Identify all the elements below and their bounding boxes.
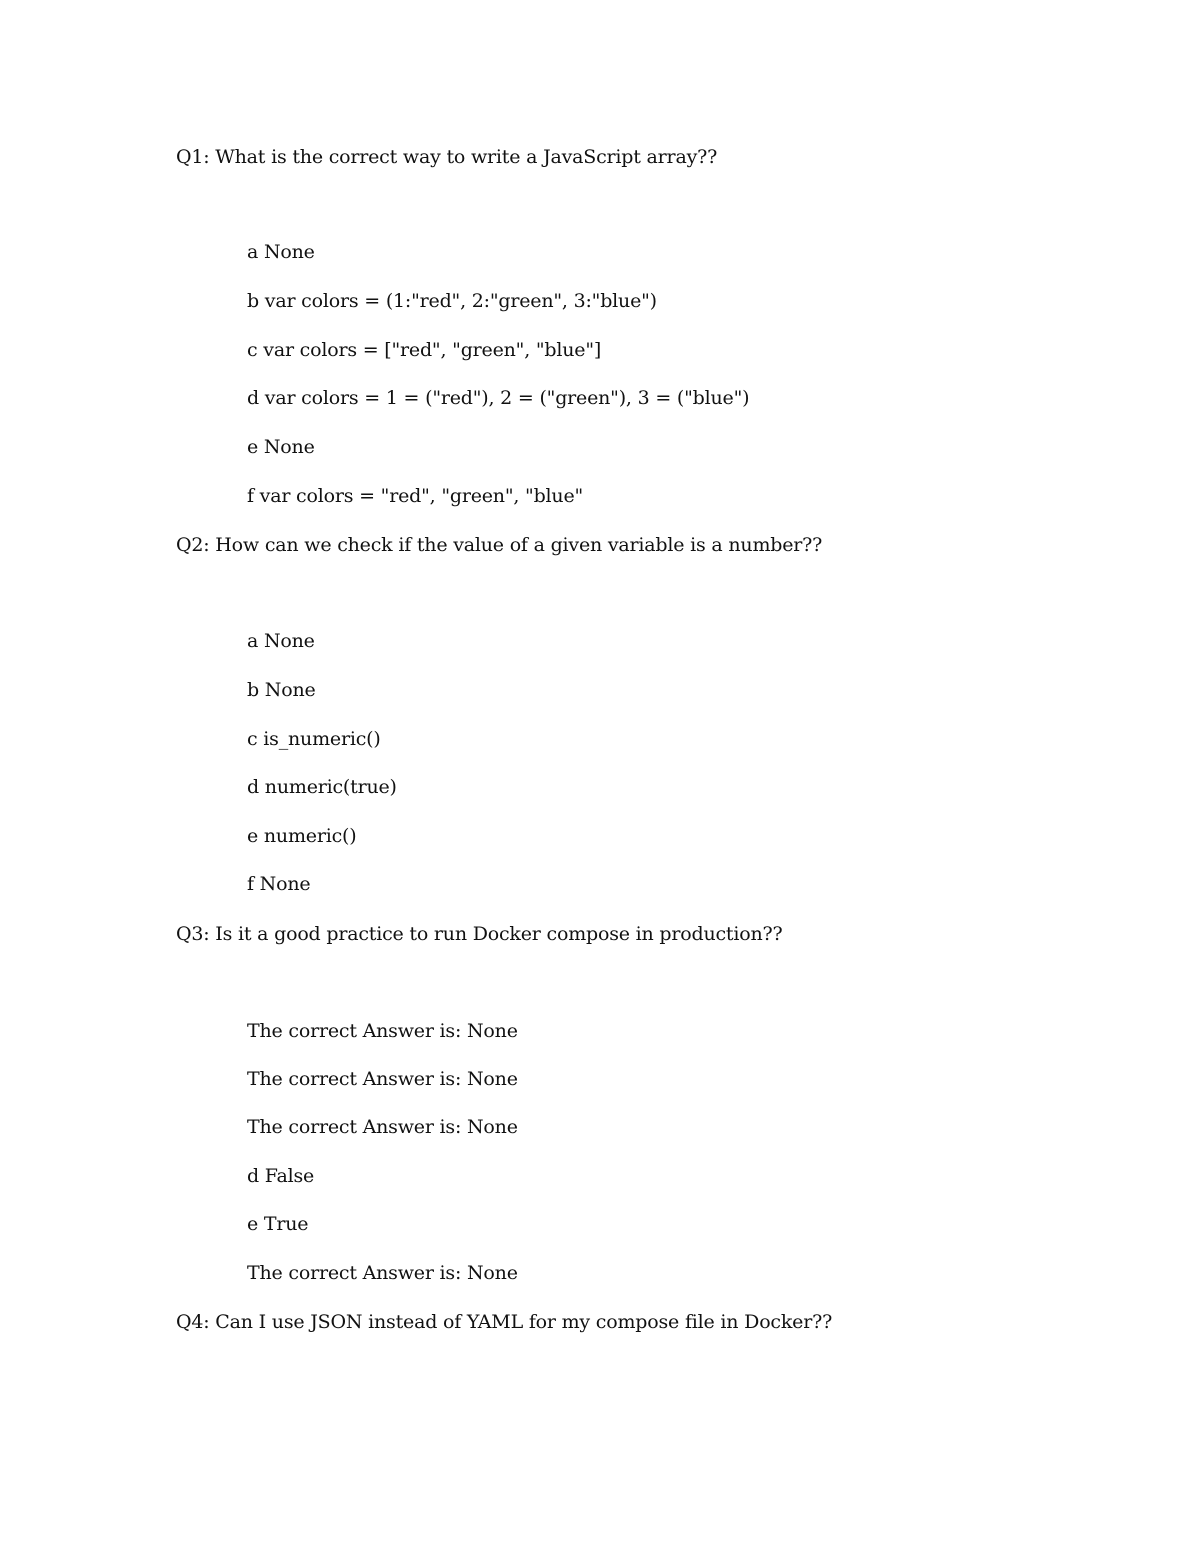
question-1: Q1: What is the correct way to write a JavaScript array?? bbox=[176, 146, 718, 168]
question-3-option-3: The correct Answer is: None bbox=[247, 1116, 518, 1138]
question-1-option-d: d var colors = 1 = ("red"), 2 = ("green"), 3 = ("blue") bbox=[247, 387, 750, 409]
question-1-option-a: a None bbox=[247, 241, 315, 263]
question-3-option-e: e True bbox=[247, 1213, 309, 1235]
question-3-option-2: The correct Answer is: None bbox=[247, 1068, 518, 1090]
question-2: Q2: How can we check if the value of a given variable is a number?? bbox=[176, 534, 823, 556]
question-3-option-6: The correct Answer is: None bbox=[247, 1262, 518, 1284]
question-2-option-c: c is_numeric() bbox=[247, 728, 381, 750]
question-2-option-b: b None bbox=[247, 679, 316, 701]
question-4: Q4: Can I use JSON instead of YAML for my compose file in Docker?? bbox=[176, 1311, 833, 1333]
question-2-option-e: e numeric() bbox=[247, 825, 357, 847]
question-2-option-f: f None bbox=[247, 873, 311, 895]
question-1-option-c: c var colors = ["red", "green", "blue"] bbox=[247, 339, 602, 361]
question-1-option-f: f var colors = "red", "green", "blue" bbox=[247, 485, 584, 507]
question-2-option-d: d numeric(true) bbox=[247, 776, 397, 798]
question-3-option-d: d False bbox=[247, 1165, 315, 1187]
question-1-option-b: b var colors = (1:"red", 2:"green", 3:"blue") bbox=[247, 290, 657, 312]
question-3: Q3: Is it a good practice to run Docker compose in production?? bbox=[176, 923, 783, 945]
question-2-option-a: a None bbox=[247, 630, 315, 652]
question-3-option-1: The correct Answer is: None bbox=[247, 1020, 518, 1042]
question-1-option-e: e None bbox=[247, 436, 315, 458]
